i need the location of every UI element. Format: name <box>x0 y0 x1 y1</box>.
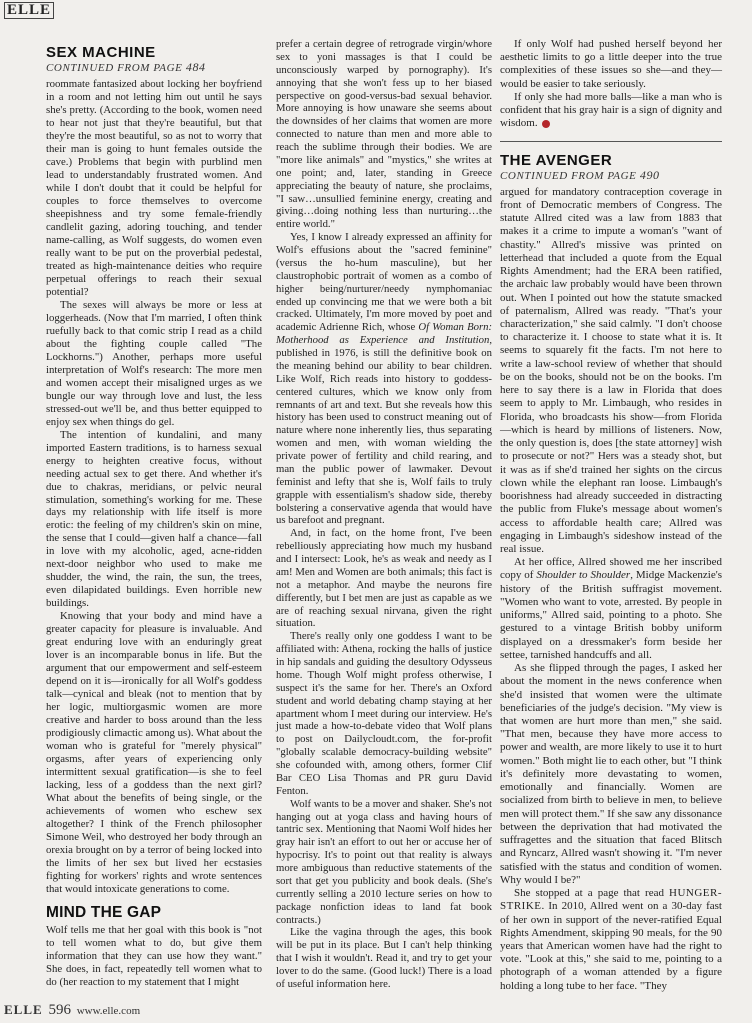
paragraph: She stopped at a page that read HUNGER-STRIKE. In 2010, Allred went on a 30-day fast of her own in support of the never-ratified Equal Rights Amendment, skipping 90 meals, for the 90 years that American women have had the right to vote. "Look at this," she said to me, pointing to a photograph of a woman attended by a figure holding a long tube to her face. "They <box>500 887 722 992</box>
column-1 <box>46 44 262 989</box>
column-3 <box>500 38 722 993</box>
book-title: Of Woman Born: Motherhood as Experience and Institution <box>276 321 493 347</box>
paragraph: Knowing that your body and mind have a greater capacity for pleasure is invaluable. And great enduring love with an enduringly great lover is an incomparable bonus in life. But the argument that our empowerment and self-esteem depend on it is—ironically for all Wolf's goddess talk—cynical and bleak (not to mention that by her logic, multiorgasmic women are more creative and harder to boss around than the less prodigiously climactic among us). What about the woman who is grateful for "merely physical" orgasms, after years of experiencing only intermittent sexual gratification—is she to feel lacking, less of a goddess than the next girl? What about the benefits of being single, or the achievements of women who eschew sex altogether? I think of the French philosopher Simone Weil, who destroyed her body through an orexia brought on by a terror of being locked into the limits of her sex but lived her ecstasies fighting for workers' rights and wrote sentences that would intoxicate generations to come. <box>46 610 262 896</box>
paragraph: Wolf tells me that her goal with this book is "not to tell women what to do, but give them information that they can use how they want." She does, in fact, repeatedly tell women what to do (her reaction to my statement that I might <box>46 924 262 988</box>
paragraph: Yes, I know I already expressed an affinity for Wolf's effusions about the "sacred feminine" (versus the ho-hum masculine), but her claustrophobic portrait of women as a combo of higher being/nurturer/needy nymphomaniac ended up convincing me that we were both a bit cracked. Ultimately, I'm more moved by poet and academic Adrienne Rich, whose Of Woman Born: Motherhood as Experience and Institution, published in 1976, is still the definitive book on the meaning behind our ability to bear children. Like Wolf, Rich reads into history to goddess-centered cultures, which we know only from remnants of art and text. But she reveals how this history has been used to construct meaning out of nature where none inherently lies, thus separating women and men, with woman wielding the private power of fertility and child rearing, and man the public power of lawmaker. Devout feminist and lefty that she is, Wolf fails to truly grapple with essentialism's shadow side, thereby bolstering a conservative agenda that would have us barefoot and pregnant. <box>276 231 493 527</box>
small-caps-text: HUNGER-STRIKE <box>500 887 722 913</box>
paragraph: Like the vagina through the ages, this book will be put in its place. But I can't help thinking that I wish it wouldn't. Read it, and try to get your lover to do the same. (Good luck!) There is a load of useful information here. <box>276 926 492 990</box>
section-title-the-avenger: THE AVENGER <box>500 151 613 169</box>
continued-page-number: 490 <box>639 167 660 182</box>
section-title-sex-machine: SEX MACHINE <box>46 44 156 61</box>
paragraph: argued for mandatory contraception coverage in front of Democratic members of Congress. The statute Allred cited was a law from 1883 that makes it a crime to impute a woman's "want of chastity." Allred's missive was printed on letterhead that included a quote from the Equal Rights Amendment; had the ERA been ratified, the archaic law probably would have been thrown out. When I pointed out how the statute smacked of paternalism, Allred was ready. "That's your characterization," she said calmly. "I don't choose to characterize it. I choose to state what it is. It seems to squarely fit the facts. I'm not here to write a law-school review of whether that should be on the books, should not be on the books. I'm here to say there is a law in Florida that does seem to apply to Mr. Limbaugh, who resides in Florida, who broadcasts his show—from Florida—which is heard by millions of listeners. Now, the only question is, does [the state attorney] wish to prosecute or not?" Hers was a steady shot, but it was as if she'd trained her sights on the circus clown while the elephant ran loose. Limbaugh's boorishness had already succeeded in distracting the public from Fluke's message about women's access to affordable health care; Allred was engaging in Limbaugh's sideshow instead of the real issue. <box>500 185 722 555</box>
column-2 <box>276 38 492 991</box>
book-title: Shoulder to Shoulder <box>536 569 631 582</box>
continued-page-number: 484 <box>185 60 206 74</box>
end-of-article-mark-icon <box>542 120 550 128</box>
paragraph: prefer a certain degree of retrograde virgin/whore sex to yoni massages is that I could be unconsciously warped by pornography). It's annoying that she won't fess up to her biased perspective on good-versus-bad sexual behavior. More annoying is how unaware she seems about the downsides of her claims that women are more connected to nature than men and more able to reach the sublime through their bodies. We are "more like animals" and "mystics," she writes at one point; and, later, standing in Greece appreciating the beauty of nature, she proclaims, "I saw…unsullied feminine energy, creating and giving…doing nothing less than nurturing…the entire world." <box>276 38 492 231</box>
paragraph: The sexes will always be more or less at loggerheads. (Now that I'm married, I often think ruefully back to that comic strip I read as a child about the fighting couple called "The Lockhorns.") Another, perhaps more useful interpretation of Wolf's research: The more men and women accept their misaligned urges as we bungle our way through love and lust, the less stressed-out we'll be, and thus better equipped to enjoy sex when things do gel. <box>46 298 262 428</box>
subhead-mind-the-gap: MIND THE GAP <box>46 904 162 922</box>
section-divider <box>500 141 722 142</box>
page-number: 596 <box>48 1002 71 1018</box>
paragraph: There's really only one goddess I want to be affiliated with: Athena, rocking the halls of justice in hip sandals and guiding the desultory Odysseus home. Though Wolf might profess otherwise, I suspect it's the same for her. There's an Oxford student and world debating champ staying at her apartment whom I meet during our interview. He's just made a how-to-debate video that Wolf plans to post on Dailycloudt.com, the for-profit "globally scalable democracy-building website" she cofounded with, among others, former Clif Bar CEO Lisa Thomas and PR guru David Fenton. <box>276 630 492 797</box>
footer-url: www.elle.com <box>76 1005 141 1017</box>
paragraph: The intention of kundalini, and many imported Eastern traditions, is to harness sexual energy to heighten creative focus, without needing actual sex to get there. And whether it's due to chakras, meridians, or pelvic neural stimulation, something's working for me. These days my relationship with life itself is more erotic: the feeling of my children's skin on mine, the sense that I could—given half a chance—fall in love with my alcoholic, aged, acne-ridden next-door neighbor who used to make me shudder, the wind, the rain, the sun, the trees, even dilapidated buildings. Even horrible new buildings. <box>46 428 262 610</box>
elle-masthead-logo: ELLE <box>4 2 54 19</box>
page-footer <box>4 1002 140 1019</box>
paragraph: As she flipped through the pages, I asked her about the moment in the news conference when she'd insisted that women were the ultimate beneficiaries of the judge's decision. "My view is that women are hurt more than men," she said. "That men, because they have more access to power and wealth, are more likely to use it to hurt women." Both might lie to each other, but "I think it's definitely more devastating to women, emotionally and financially. Women are socialized from birth to believe in men, to believe men will protect them." If she saw any dissonance between the deprivation that had motivated the suffragettes and the situation that faced Blitsch and Ryncarz, Allred wasn't showing it. "I'm never satisfied with the status and condition of women. Why would I be?" <box>500 662 722 886</box>
paragraph: At her office, Allred showed me her inscribed copy of Shoulder to Shoulder, Midge Mackenzie's history of the British suffragist movement. "Women who want to vote, arrested. By people in uniforms," Allred said, pointing to a photo. She gestured to a vintage British bobby uniform displayed on a dressmaker's form beside her settee, tarnished handcuffs and all. <box>500 556 723 661</box>
paragraph: If only Wolf had pushed herself beyond her aesthetic limits to go a little deeper into the true complexities of these issues so she—and they—would be easier to take seriously. <box>500 38 722 90</box>
paragraph: Wolf wants to be a mover and shaker. She's not hanging out at yoga class and having hours of tantric sex. Mentioning that Naomi Wolf hides her gray hair isn't an effort to out her or accuse her of hypocrisy. It's to point out that reality is always more ambiguous than reductive statements of the sort that get you publicity and book deals. (She's currently selling a 2010 lecture series on how to package nonfiction ideas to land fat book contracts.) <box>276 797 492 926</box>
paragraph: roommate fantasized about locking her boyfriend in a room and not letting him out until he says she's pretty. (According to the book, women need to hear not just that they're beautiful, but that they're the most beautiful, so as not to worry that their man is going to hunt females outside the cave.) Problems that begin with purblind men lead to understandably frustrated women. And while I don't doubt that it could be helpful for couples to force themselves to overcome sheepishness and try some female-friendly candlelit gazing, adoring touching, and tender name-calling, as Wolf suggests, do women even really want to be put on the proverbial pedestal, treated as high-maintenance deities who require perpetual offerings to reach their sexual potential? <box>46 78 262 298</box>
paragraph: And, in fact, on the home front, I've been rebelliously appreciating how much my husband and I intersect: Look, he's as weak and needy as I am! Men and Women are both animals; this fact is not a metaphor. And maybe the neurons fire differently, but I bet men are just as capable as we are of reaching sexual nirvana, given the right situation. <box>276 527 492 630</box>
paragraph: If only she had more balls—like a man who is confident that his gray hair is a sign of dignity and wisdom. <box>500 90 722 130</box>
continued-from-label: CONTINUED FROM PAGE 484 <box>46 60 206 74</box>
continued-from-label: CONTINUED FROM PAGE 490 <box>500 167 660 182</box>
footer-brand: ELLE <box>4 1002 43 1017</box>
